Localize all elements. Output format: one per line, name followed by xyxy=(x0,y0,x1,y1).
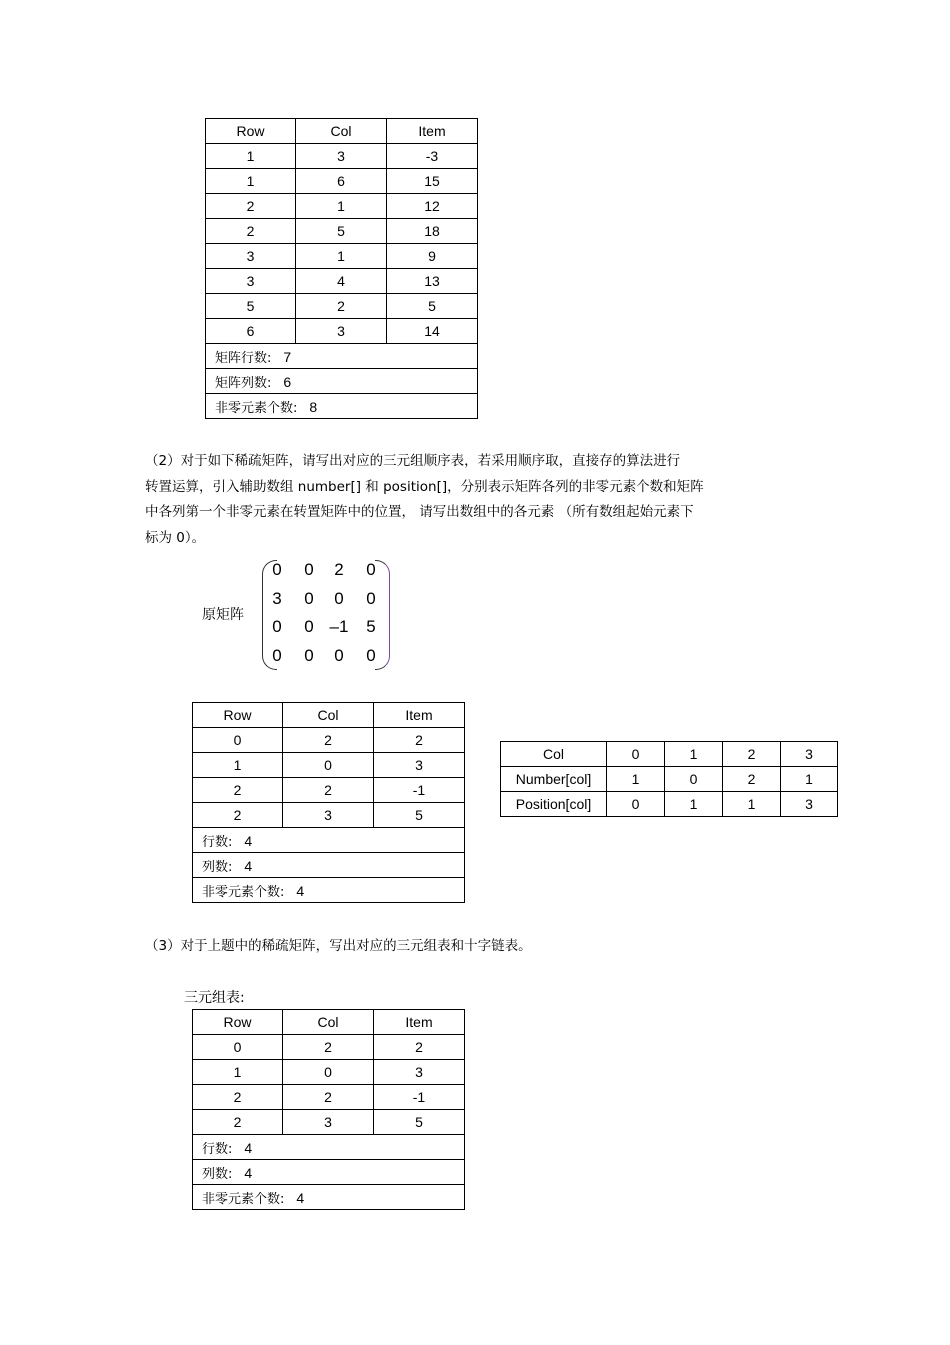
table-cell: 2 xyxy=(283,728,374,753)
column-header: Col xyxy=(501,742,607,767)
info-row xyxy=(193,1135,465,1160)
matrix-cell: 0 xyxy=(334,588,344,608)
row-header: Number[col] xyxy=(501,767,607,792)
column-header: 1 xyxy=(665,742,723,767)
question-3-text: （3）对于上题中的稀疏矩阵，写出对应的三元组表和十字链表。 xyxy=(145,938,532,954)
info-cell xyxy=(193,1160,465,1185)
table-cell: 1 xyxy=(206,144,296,169)
table-cell: 5 xyxy=(387,294,478,319)
table-cell: 3 xyxy=(206,269,296,294)
info-label: 非零元素个数: xyxy=(215,400,298,416)
table-row xyxy=(193,753,465,778)
table-cell: 1 xyxy=(193,1060,283,1085)
info-row xyxy=(193,828,465,853)
table-row xyxy=(206,269,478,294)
table-row xyxy=(206,219,478,244)
table-cell: 5 xyxy=(374,1110,465,1135)
table-cell: 5 xyxy=(296,219,387,244)
info-value: 4 xyxy=(296,1189,305,1206)
column-header: Row xyxy=(193,703,283,728)
column-header: 3 xyxy=(781,742,838,767)
table-cell: 0 xyxy=(193,1035,283,1060)
triple-table-2 xyxy=(192,702,465,903)
info-cell xyxy=(206,394,478,419)
info-value: 4 xyxy=(244,857,253,874)
triple-table-1-body xyxy=(206,119,478,419)
matrix-cell: 0 xyxy=(366,645,376,665)
info-cell xyxy=(193,1135,465,1160)
matrix-cell: 0 xyxy=(272,617,282,636)
info-value: 7 xyxy=(283,348,292,365)
info-row xyxy=(193,853,465,878)
aux-array-table-body xyxy=(501,742,838,817)
info-row xyxy=(193,878,465,903)
table-cell: 6 xyxy=(296,169,387,194)
table-cell: 5 xyxy=(206,294,296,319)
triple-table-label: 三元组表: xyxy=(184,990,245,1006)
matrix-cell: 0 xyxy=(304,645,314,665)
triple-table-1 xyxy=(205,118,478,419)
original-matrix xyxy=(262,560,390,670)
info-row xyxy=(206,394,478,419)
table-row xyxy=(206,144,478,169)
matrix-cell: 0 xyxy=(334,645,344,665)
column-header: Row xyxy=(206,119,296,144)
column-header: Item xyxy=(374,1010,465,1035)
question-2-text xyxy=(145,449,805,551)
table-cell: 0 xyxy=(283,1060,374,1085)
table-cell: 1 xyxy=(206,169,296,194)
info-value: 8 xyxy=(309,398,318,415)
info-cell xyxy=(206,344,478,369)
column-header: 0 xyxy=(607,742,665,767)
table-cell: 5 xyxy=(374,803,465,828)
question-2-line: 标为 0）。 xyxy=(145,529,206,546)
table-row xyxy=(206,319,478,344)
question-2-line: （2）对于如下稀疏矩阵，请写出对应的三元组顺序表，若采用顺序取，直接存的算法进行 xyxy=(145,453,681,469)
header-row xyxy=(193,1010,465,1035)
table-cell: 3 xyxy=(374,1060,465,1085)
info-label: 行数: xyxy=(202,834,233,850)
info-cell xyxy=(193,1185,465,1210)
table-cell: 1 xyxy=(296,194,387,219)
table-cell: 2 xyxy=(723,767,781,792)
table-cell: 2 xyxy=(193,803,283,828)
column-header: Col xyxy=(283,1010,374,1035)
column-header: Item xyxy=(374,703,465,728)
table-cell: 13 xyxy=(387,269,478,294)
table-cell: 2 xyxy=(283,1085,374,1110)
table-cell: 6 xyxy=(206,319,296,344)
table-row xyxy=(206,294,478,319)
table-row xyxy=(206,244,478,269)
triple-table-2-body xyxy=(193,703,465,903)
info-cell xyxy=(206,369,478,394)
table-cell: -3 xyxy=(387,144,478,169)
matrix-cell: 2 xyxy=(334,560,344,579)
table-cell: 4 xyxy=(296,269,387,294)
aux-array-table xyxy=(500,741,838,817)
info-row xyxy=(193,1160,465,1185)
table-cell: 0 xyxy=(283,753,374,778)
info-label: 行数: xyxy=(202,1141,233,1157)
table-row xyxy=(193,803,465,828)
info-label: 非零元素个数: xyxy=(202,884,285,900)
table-cell: 15 xyxy=(387,169,478,194)
table-cell: 3 xyxy=(374,753,465,778)
matrix-cell: 0 xyxy=(304,588,314,608)
table-row xyxy=(193,728,465,753)
table-cell: 1 xyxy=(781,767,838,792)
header-row xyxy=(206,119,478,144)
table-cell: 12 xyxy=(387,194,478,219)
table-cell: 3 xyxy=(296,144,387,169)
table-cell: 2 xyxy=(193,778,283,803)
info-value: 4 xyxy=(244,1139,253,1156)
table-cell: 1 xyxy=(296,244,387,269)
row-header: Position[col] xyxy=(501,792,607,817)
table-cell: 2 xyxy=(193,1110,283,1135)
table-row xyxy=(206,169,478,194)
table-cell: 9 xyxy=(387,244,478,269)
matrix-cell: 0 xyxy=(304,560,314,579)
table-row xyxy=(193,1110,465,1135)
table-cell: 0 xyxy=(193,728,283,753)
column-header: 2 xyxy=(723,742,781,767)
info-label: 非零元素个数: xyxy=(202,1191,285,1207)
table-cell: 3 xyxy=(781,792,838,817)
matrix-cell: –1 xyxy=(329,617,349,636)
info-cell xyxy=(193,828,465,853)
column-header: Row xyxy=(193,1010,283,1035)
matrix-cell: 0 xyxy=(304,617,314,636)
triple-table-3 xyxy=(192,1009,465,1210)
matrix-cell: 0 xyxy=(272,560,282,579)
matrix-cell: 0 xyxy=(366,588,376,608)
info-row xyxy=(193,1185,465,1210)
table-cell: 0 xyxy=(665,767,723,792)
table-cell: 2 xyxy=(206,219,296,244)
info-row xyxy=(206,369,478,394)
table-cell: 2 xyxy=(193,1085,283,1110)
table-cell: 2 xyxy=(283,1035,374,1060)
table-row xyxy=(501,767,838,792)
table-row xyxy=(193,1035,465,1060)
info-row xyxy=(206,344,478,369)
column-header: Col xyxy=(283,703,374,728)
matrix-label: 原矩阵 xyxy=(202,607,244,623)
table-cell: 3 xyxy=(206,244,296,269)
table-cell: 0 xyxy=(607,792,665,817)
table-cell: 1 xyxy=(607,767,665,792)
table-cell: 18 xyxy=(387,219,478,244)
table-cell: -1 xyxy=(374,1085,465,1110)
matrix-cell: 5 xyxy=(366,617,376,636)
info-value: 4 xyxy=(296,882,305,899)
info-label: 矩阵列数: xyxy=(215,375,272,391)
question-2-line: 中各列第一个非零元素在转置矩阵中的位置， 请写出数组中的各元素 （所有数组起始元素下 xyxy=(145,504,694,520)
header-row xyxy=(193,703,465,728)
table-cell: 2 xyxy=(374,1035,465,1060)
info-value: 6 xyxy=(283,373,292,390)
table-row xyxy=(501,792,838,817)
matrix-cell: 3 xyxy=(272,588,282,608)
info-cell xyxy=(193,878,465,903)
info-label: 列数: xyxy=(202,859,233,875)
table-cell: 2 xyxy=(296,294,387,319)
triple-table-3-body xyxy=(193,1010,465,1210)
matrix-cell: 0 xyxy=(366,560,376,579)
table-row xyxy=(193,1085,465,1110)
table-cell: 14 xyxy=(387,319,478,344)
info-cell xyxy=(193,853,465,878)
info-label: 矩阵行数: xyxy=(215,350,272,366)
table-cell: 3 xyxy=(283,1110,374,1135)
table-cell: 3 xyxy=(283,803,374,828)
question-2-line: 转置运算，引入辅助数组 number[] 和 position[]，分别表示矩阵各列的非零元素个数和矩阵 xyxy=(145,478,704,495)
info-label: 列数: xyxy=(202,1166,233,1182)
table-cell: 3 xyxy=(296,319,387,344)
table-cell: 1 xyxy=(665,792,723,817)
table-cell: 2 xyxy=(283,778,374,803)
table-row xyxy=(193,1060,465,1085)
table-cell: 2 xyxy=(206,194,296,219)
table-cell: 1 xyxy=(193,753,283,778)
table-cell: 1 xyxy=(723,792,781,817)
info-value: 4 xyxy=(244,832,253,849)
info-value: 4 xyxy=(244,1164,253,1181)
column-header: Col xyxy=(296,119,387,144)
table-cell: 2 xyxy=(374,728,465,753)
table-cell: -1 xyxy=(374,778,465,803)
column-header: Item xyxy=(387,119,478,144)
header-row xyxy=(501,742,838,767)
table-row xyxy=(206,194,478,219)
table-row xyxy=(193,778,465,803)
matrix-cell: 0 xyxy=(272,645,282,665)
